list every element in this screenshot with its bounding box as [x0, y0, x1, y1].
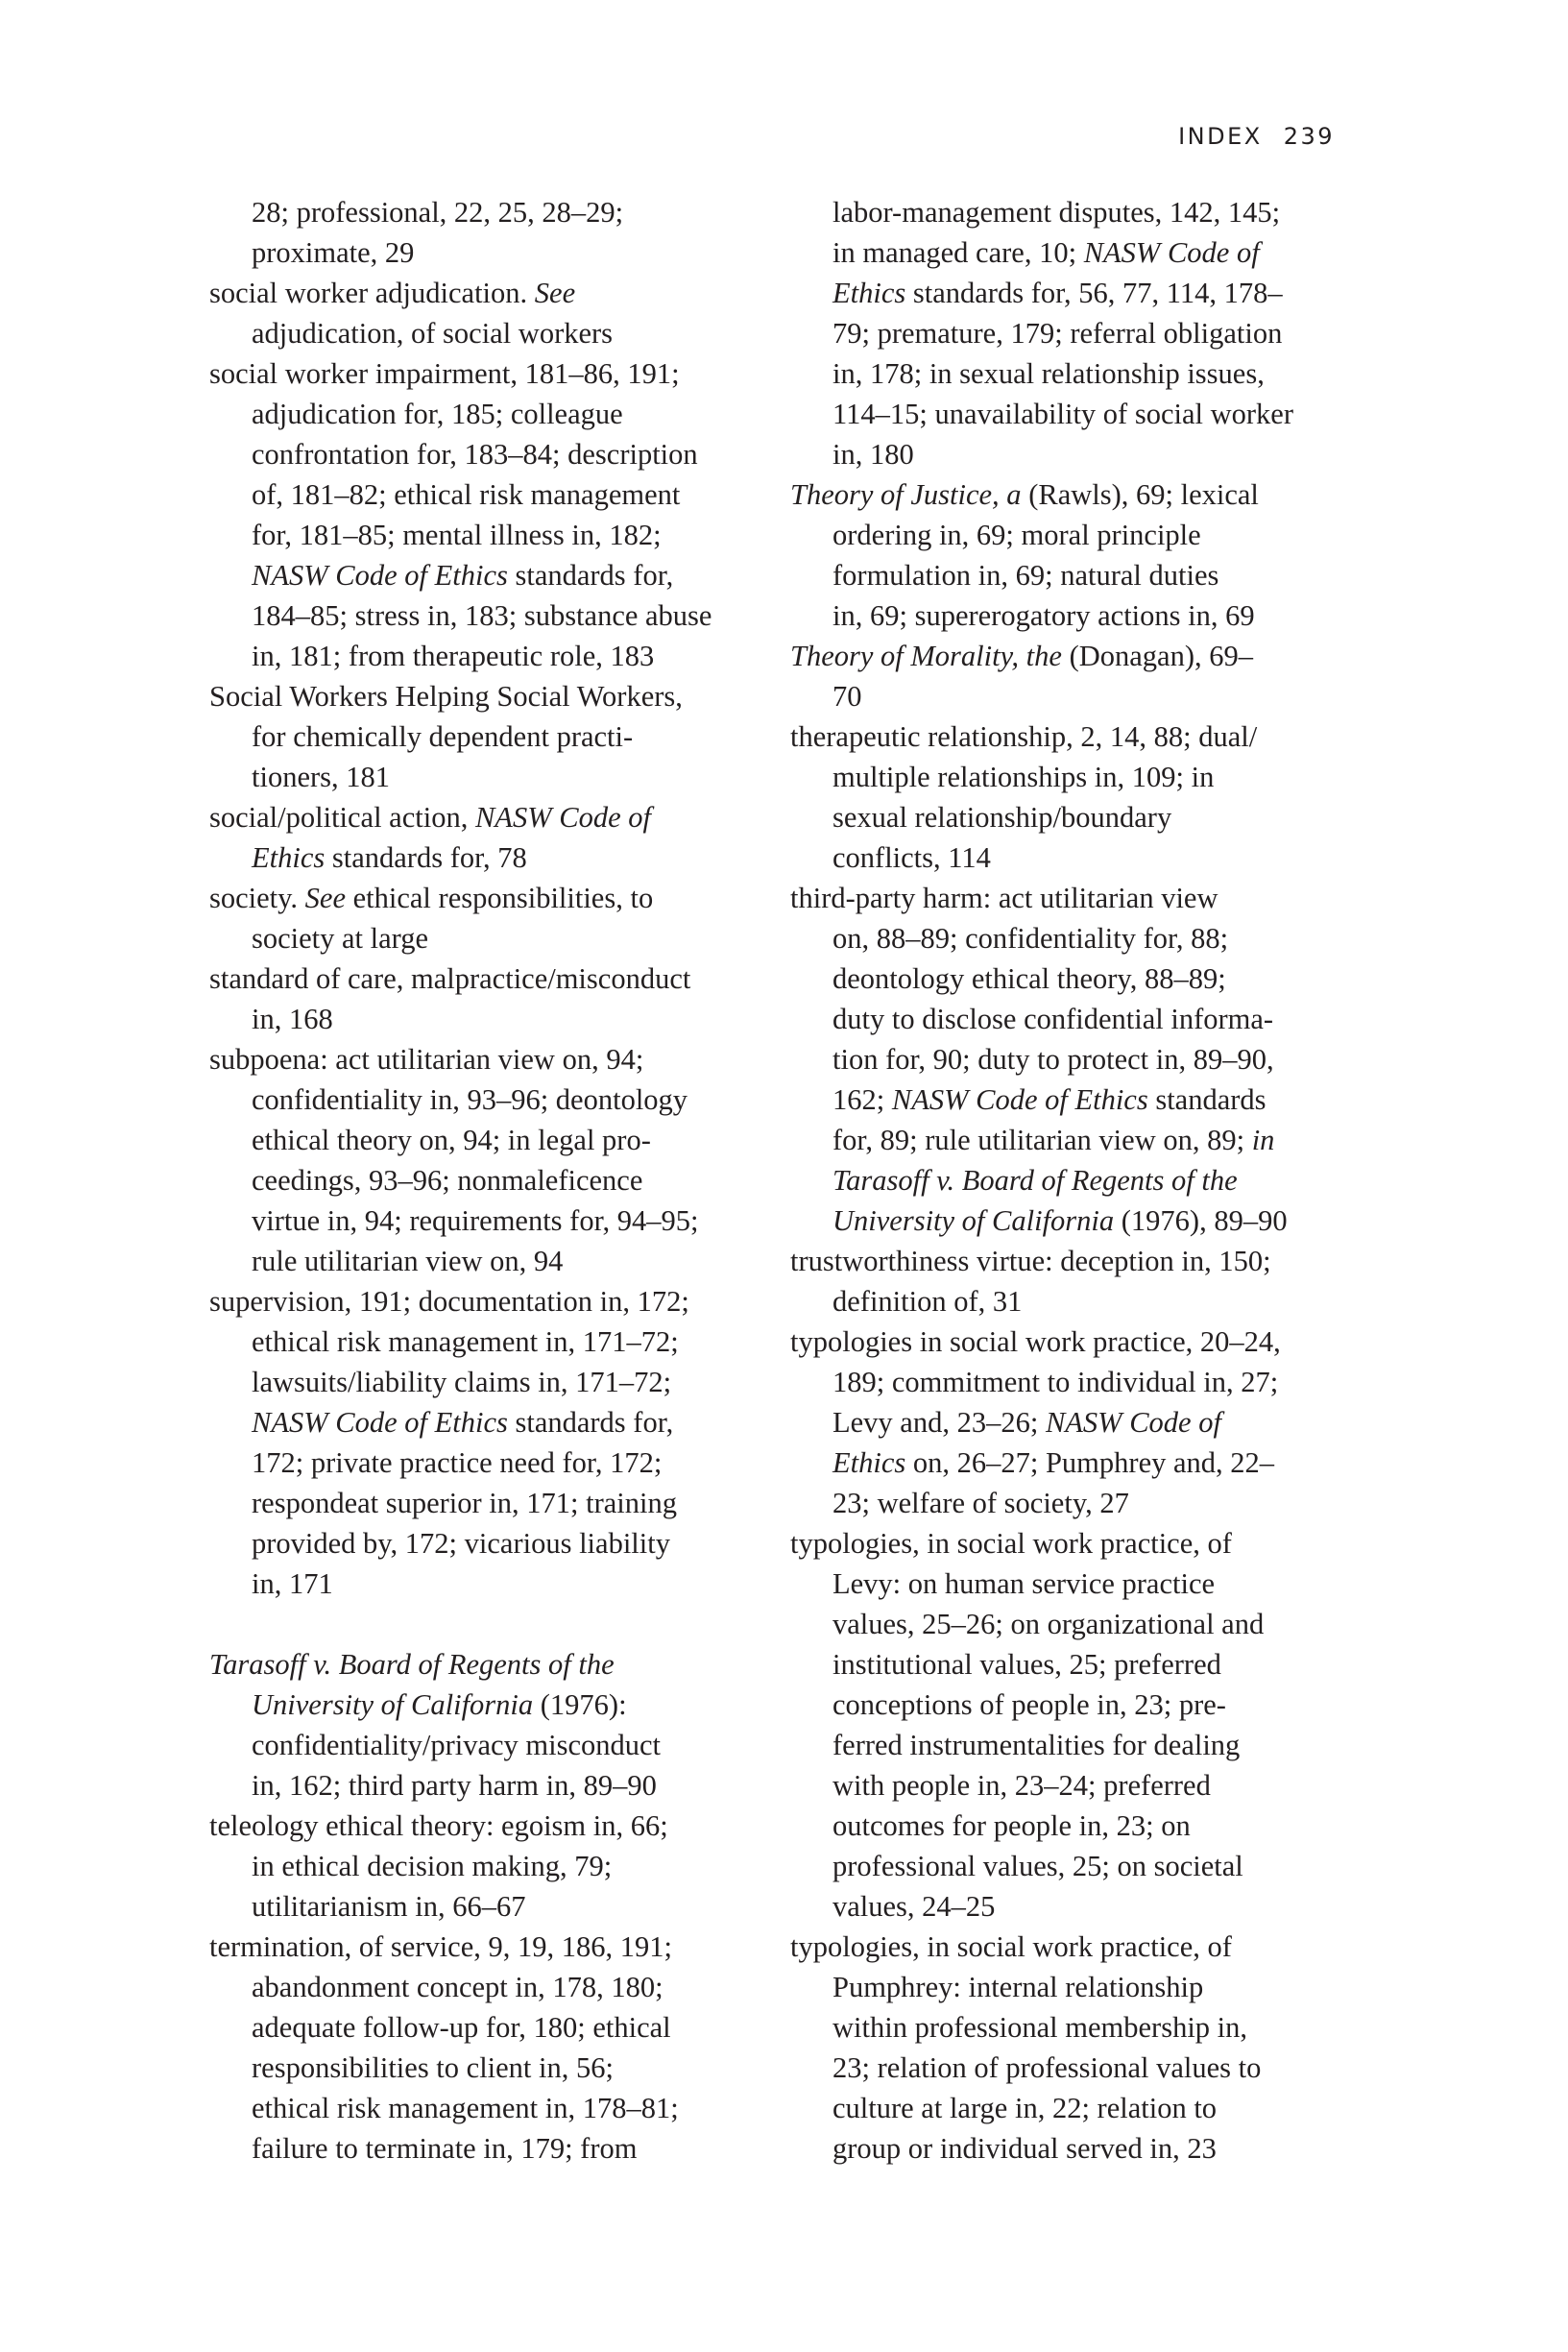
- index-entry-continuation-line: lawsuits/liability claims in, 171–72;: [252, 1366, 672, 1398]
- page-number: 239: [1283, 123, 1335, 150]
- index-entry-continuation-line: on, 88–89; confidentiality for, 88;: [832, 922, 1229, 955]
- index-entry-continuation-line: definition of, 31: [832, 1285, 1023, 1318]
- index-entry-continuation-line: Pumphrey: internal relationship: [832, 1971, 1204, 2003]
- index-entry-continuation-line: for, 89; rule utilitarian view on, 89; in: [832, 1124, 1275, 1156]
- index-entry-continuation-line: utilitarianism in, 66–67: [252, 1890, 526, 1923]
- index-entry-continuation-line: 23; relation of professional values to: [832, 2051, 1262, 2084]
- italic-title: Tarasoff v. Board of Regents of the: [832, 1164, 1238, 1197]
- italic-title: NASW Code of Ethics: [891, 1083, 1148, 1116]
- index-entry-continuation-line: respondeat superior in, 171; training: [252, 1487, 677, 1519]
- index-entry-continuation-line: NASW Code of Ethics standards for,: [252, 559, 674, 592]
- index-entry-continuation-line: institutional values, 25; preferred: [832, 1648, 1221, 1681]
- index-entry-continuation-line: virtue in, 94; requirements for, 94–95;: [252, 1204, 699, 1237]
- index-entry-continuation-line: with people in, 23–24; preferred: [832, 1769, 1211, 1802]
- index-entry-heading-line: [209, 1644, 766, 1685]
- index-entry-heading-line: standard of care, malpractice/misconduct: [209, 962, 691, 995]
- index-entry-continuation-line: confidentiality/privacy misconduct: [252, 1729, 662, 1761]
- index-entry-continuation-line: confrontation for, 183–84; description: [252, 438, 698, 471]
- index-entry-continuation-line: Levy and, 23–26; NASW Code of: [832, 1406, 1221, 1439]
- index-entry-continuation-line: Ethics standards for, 78: [252, 841, 527, 874]
- index-entry-continuation-line: within professional membership in,: [832, 2011, 1248, 2044]
- index-entry-continuation-line: 172; private practice need for, 172;: [252, 1446, 663, 1479]
- index-entry-continuation-line: Levy: on human service practice: [832, 1567, 1216, 1600]
- index-entry-continuation-line: conflicts, 114: [832, 841, 991, 874]
- index-entry-continuation-line: in, 178; in sexual relationship issues,: [832, 357, 1265, 390]
- index-entry-continuation-line: in, 180: [832, 438, 914, 471]
- index-entry-continuation-line: adjudication for, 185; colleague: [252, 398, 623, 430]
- index-entry-heading-line: supervision, 191; documentation in, 172;: [209, 1285, 689, 1318]
- index-entry-continuation-line: tioners, 181: [252, 761, 391, 793]
- index-entry-continuation-line: 23; welfare of society, 27: [832, 1487, 1129, 1519]
- index-entry-continuation-line: duty to disclose confidential informa-: [832, 1003, 1274, 1035]
- index-column-right: [790, 192, 1347, 2169]
- index-entry-continuation-line: [790, 1160, 1347, 1200]
- italic-title: NASW Code of: [474, 801, 651, 834]
- index-entry-continuation-line: ferred instrumentalities for dealing: [832, 1729, 1241, 1761]
- index-entry-continuation-line: for chemically dependent practi-: [252, 720, 634, 753]
- index-entry-continuation-line: values, 25–26; on organizational and: [832, 1608, 1265, 1640]
- italic-title: Theory of Justice, a: [790, 478, 1022, 511]
- index-entry-continuation-line: 162; NASW Code of Ethics standards: [832, 1083, 1266, 1116]
- index-entry-heading-line: social worker impairment, 181–86, 191;: [209, 357, 680, 390]
- italic-title: NASW Code of: [1083, 236, 1260, 269]
- index-entry-heading-line: society. See ethical responsibilities, to: [209, 882, 654, 914]
- index-entry-continuation-line: in, 171: [252, 1567, 333, 1600]
- index-entry-continuation-line: culture at large in, 22; relation to: [832, 2092, 1218, 2124]
- italic-title: NASW Code of: [1045, 1406, 1221, 1439]
- index-entry-heading-line: Theory of Morality, the (Donagan), 69–: [790, 640, 1253, 672]
- index-entry-continuation-line: conceptions of people in, 23; pre-: [832, 1688, 1226, 1721]
- running-head: [1152, 123, 1335, 150]
- index-entry-heading-line: typologies, in social work practice, of: [790, 1527, 1232, 1560]
- index-entry-continuation-line: 184–85; stress in, 183; substance abuse: [252, 599, 712, 632]
- index-entry-continuation-line: failure to terminate in, 179; from: [252, 2132, 638, 2165]
- italic-title: NASW Code of Ethics: [252, 1406, 508, 1439]
- index-entry-heading-line: social worker adjudication. See: [209, 277, 576, 309]
- index-entry-continuation-line: NASW Code of Ethics standards for,: [252, 1406, 674, 1439]
- index-entry-continuation-line: 79; premature, 179; referral obligation: [832, 317, 1283, 350]
- index-entry-continuation-line: values, 24–25: [832, 1890, 996, 1923]
- index-entry-continuation-line: outcomes for people in, 23; on: [832, 1809, 1191, 1842]
- index-entry-continuation-line: 189; commitment to individual in, 27;: [832, 1366, 1279, 1398]
- index-entry-continuation-line: deontology ethical theory, 88–89;: [832, 962, 1226, 995]
- index-entry-continuation-line: in ethical decision making, 79;: [252, 1850, 613, 1882]
- running-head-section: INDEX: [1178, 123, 1263, 150]
- index-entry-heading-line: third-party harm: act utilitarian view: [790, 882, 1218, 914]
- index-entry-continuation-line: of, 181–82; ethical risk management: [252, 478, 681, 511]
- index-entry-continuation-line: in managed care, 10; NASW Code of: [832, 236, 1260, 269]
- italic-title: University of California: [252, 1688, 534, 1721]
- index-entry-continuation-line: ceedings, 93–96; nonmaleficence: [252, 1164, 643, 1197]
- italic-title: Tarasoff v. Board of Regents of the: [209, 1648, 615, 1681]
- italic-title: Theory of Morality, the: [790, 640, 1062, 672]
- italic-title: in: [1251, 1124, 1275, 1156]
- italic-title: Ethics: [832, 1446, 906, 1479]
- italic-title: NASW Code of Ethics: [252, 559, 508, 592]
- index-entry-continuation-line: in, 162; third party harm in, 89–90: [252, 1769, 657, 1802]
- index-entry-continuation-line: society at large: [252, 922, 429, 955]
- index-entry-continuation-line: formulation in, 69; natural duties: [832, 559, 1219, 592]
- index-entry-continuation-line: in, 168: [252, 1003, 333, 1035]
- index-entry-continuation-line: multiple relationships in, 109; in: [832, 761, 1215, 793]
- index-entry-continuation-line: professional values, 25; on societal: [832, 1850, 1243, 1882]
- index-entry-continuation-line: Ethics standards for, 56, 77, 114, 178–: [832, 277, 1283, 309]
- index-entry-heading-line: trustworthiness virtue: deception in, 150;: [790, 1245, 1271, 1277]
- index-entry-heading-line: teleology ethical theory: egoism in, 66;: [209, 1809, 668, 1842]
- index-entry-continuation-line: group or individual served in, 23: [832, 2132, 1217, 2165]
- index-entry-continuation-line: tion for, 90; duty to protect in, 89–90,: [832, 1043, 1274, 1076]
- index-entry-continuation-line: 114–15; unavailability of social worker: [832, 398, 1293, 430]
- index-entry-continuation-line: ordering in, 69; moral principle: [832, 519, 1201, 551]
- index-entry-heading-line: typologies, in social work practice, of: [790, 1930, 1232, 1963]
- index-entry-continuation-line: provided by, 172; vicarious liability: [252, 1527, 670, 1560]
- index-entry-continuation-line: Ethics on, 26–27; Pumphrey and, 22–: [832, 1446, 1275, 1479]
- index-entry-continuation-line: University of California (1976):: [252, 1688, 627, 1721]
- index-entry-continuation-line: ethical risk management in, 171–72;: [252, 1325, 679, 1358]
- index-entry-continuation-line: proximate, 29: [252, 236, 415, 269]
- index-entry-heading-line: termination, of service, 9, 19, 186, 191;: [209, 1930, 672, 1963]
- index-entry-continuation-line: 28; professional, 22, 25, 28–29;: [252, 196, 624, 229]
- index-entry-heading-line: subpoena: act utilitarian view on, 94;: [209, 1043, 644, 1076]
- index-entry-heading-line: Theory of Justice, a (Rawls), 69; lexical: [790, 478, 1259, 511]
- index-entry-continuation-line: rule utilitarian view on, 94: [252, 1245, 564, 1277]
- italic-title: See: [304, 882, 346, 914]
- index-entry-continuation-line: adjudication, of social workers: [252, 317, 614, 350]
- index-entry-continuation-line: in, 69; supererogatory actions in, 69: [832, 599, 1255, 632]
- index-entry-heading-line: social/political action, NASW Code of: [209, 801, 651, 834]
- index-entry-continuation-line: 70: [832, 680, 862, 713]
- index-column-left: [209, 192, 766, 2169]
- index-entry-continuation-line: responsibilities to client in, 56;: [252, 2051, 614, 2084]
- index-entry-continuation-line: ethical risk management in, 178–81;: [252, 2092, 679, 2124]
- italic-title: Ethics: [832, 277, 906, 309]
- index-entry-continuation-line: University of California (1976), 89–90: [832, 1204, 1288, 1237]
- index-entry-continuation-line: abandonment concept in, 178, 180;: [252, 1971, 663, 2003]
- italic-title: Ethics: [252, 841, 326, 874]
- italic-title: See: [534, 277, 576, 309]
- index-entry-continuation-line: sexual relationship/boundary: [832, 801, 1172, 834]
- index-entry-continuation-line: confidentiality in, 93–96; deontology: [252, 1083, 688, 1116]
- index-entry-continuation-line: ethical theory on, 94; in legal pro-: [252, 1124, 651, 1156]
- index-entry-heading-line: therapeutic relationship, 2, 14, 88; dual/: [790, 720, 1258, 753]
- index-entry-continuation-line: adequate follow-up for, 180; ethical: [252, 2011, 671, 2044]
- index-entry-continuation-line: labor-management disputes, 142, 145;: [832, 196, 1281, 229]
- index-blank-line: [209, 1604, 766, 1644]
- italic-title: University of California: [832, 1204, 1115, 1237]
- index-entry-continuation-line: in, 181; from therapeutic role, 183: [252, 640, 655, 672]
- index-entry-heading-line: Social Workers Helping Social Workers,: [209, 680, 683, 713]
- index-entry-continuation-line: for, 181–85; mental illness in, 182;: [252, 519, 662, 551]
- index-entry-heading-line: typologies in social work practice, 20–24,: [790, 1325, 1281, 1358]
